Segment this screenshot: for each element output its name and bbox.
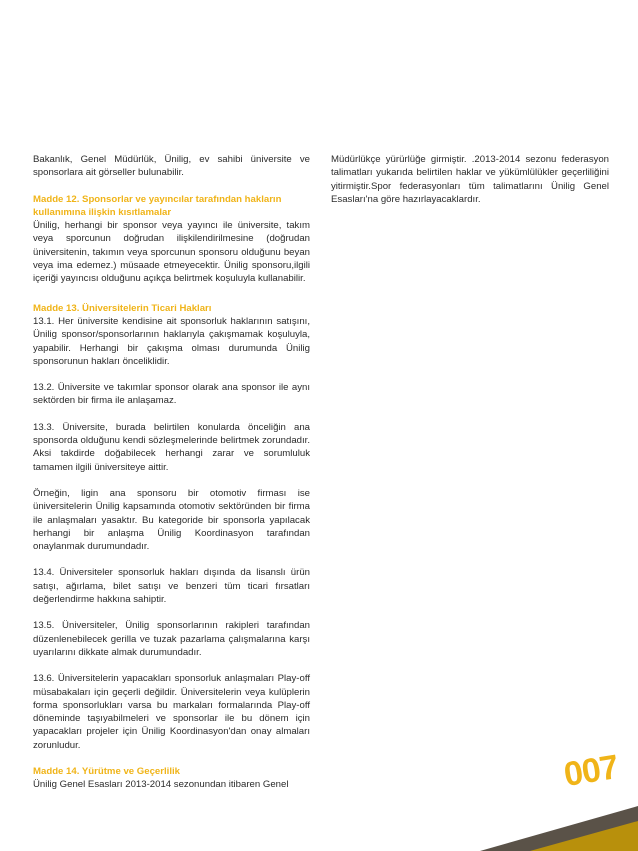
article-14-body: Ünilig Genel Esasları 2013-2014 sezonundan itibaren Genel	[33, 779, 289, 791]
article-13-heading: Madde 13. Üniversitelerin Ticari Hakları	[33, 302, 212, 314]
right-column-paragraph: Müdürlükçe yürürlüğe girmiştir. .2013-2014 sezonu federasyon talimatları yukarıda belirtilen haklar ve yükümlülükler geçerliliğini yitirmiştir.Spor federasyonları tüm talimatlarını Ünilig Genel Esasları'na göre hazırlayacaklardır.	[331, 154, 609, 205]
article-13-3: 13.3. Üniversite, burada belirtilen konularda önceliğin ana sponsorda olduğunu kendi sözleşmelerinde belirtmek zorundadır. Aksi takdirde doğabilecek herhangi zarar ve sorumluluk tamamen ilgili üniversiteye aittir.	[33, 421, 310, 473]
article-13-2: 13.2. Üniversite ve takımlar sponsor olarak ana sponsor ile aynı sektörden bir firma ile anlaşamaz.	[33, 382, 310, 407]
article-13-4: 13.4. Üniversiteler sponsorluk hakları dışında da lisanslı ürün satışı, ağırlama, bilet satışı ve benzeri tüm ticari fırsatları değerlendirme hakkına sahiptir.	[33, 567, 310, 606]
corner-dark-band	[480, 806, 638, 851]
article-14-heading: Madde 14. Yürütme ve Geçerlilik	[33, 765, 180, 777]
article-13-example: Örneğin, ligin ana sponsoru bir otomotiv firması ise üniversitelerin Ünilig kapsamında otomotiv sektöründen bir firma ile anlaşmaları yasaktır. Bu kategoride bir sponsorla yapılacak herhangi bir anlaşma Ünilig Koordinasyon tarafından onaylanmak durumundadır.	[33, 487, 310, 553]
article-13-6: 13.6. Üniversitelerin yapacakları sponsorluk anlaşmaları Play-off müsabakaları için geçerli değildir. Üniversitelerin veya kulüplerin forma sponsorlukları varsa bu markaları formalarında Play-off döneminde taşıyabilmeleri ve sponsorlar ile bu dönem için yapacakları projeler için Ünilig Koordinasyon'dan onay almaları zorunludur.	[33, 673, 310, 751]
corner-yellow-band	[530, 821, 638, 851]
article-13-1: 13.1. Her üniversite kendisine ait sponsorluk haklarının satışını, Ünilig sponsor/sponsorlarının haklarıyla çakışmamak koşuluyla, yapabilir. Herhangi bir çakışma olması durumunda Ünilig sponsorunun hakları önceliklidir.	[33, 315, 310, 367]
page-number: 007	[561, 748, 621, 794]
article-12-body: Ünilig, herhangi bir sponsor veya yayıncı ile üniversite, takım veya sporcunun doğrudan ilişkilendirilmesine (doğrudan üniversitenin, takımın veya sporcunun sponsoru olduğunu beyan veya ima edemez.) müsaade etmeyecektir. Ünilig sponsoru,ilgili içeriği yayıncısı olduğunu açıkça belirtmek koşuluyla kullanabilir.	[33, 220, 310, 285]
article-12-heading: Madde 12. Sponsorlar ve yayıncılar tarafından hakların kullanımına ilişkin kısıtlamalar	[33, 193, 282, 218]
right-column	[331, 153, 609, 206]
article-13-5: 13.5. Üniversiteler, Ünilig sponsorlarının rakipleri tarafından düzenlenebilecek gerilla ve tuzak pazarlama çalışmalarına karşı uyarılarını dikkate almak durumundadır.	[33, 620, 310, 658]
intro-paragraph: Bakanlık, Genel Müdürlük, Ünilig, ev sahibi üniversite ve sponsorlara ait görseller bulunabilir.	[33, 154, 310, 179]
left-column	[33, 153, 310, 792]
